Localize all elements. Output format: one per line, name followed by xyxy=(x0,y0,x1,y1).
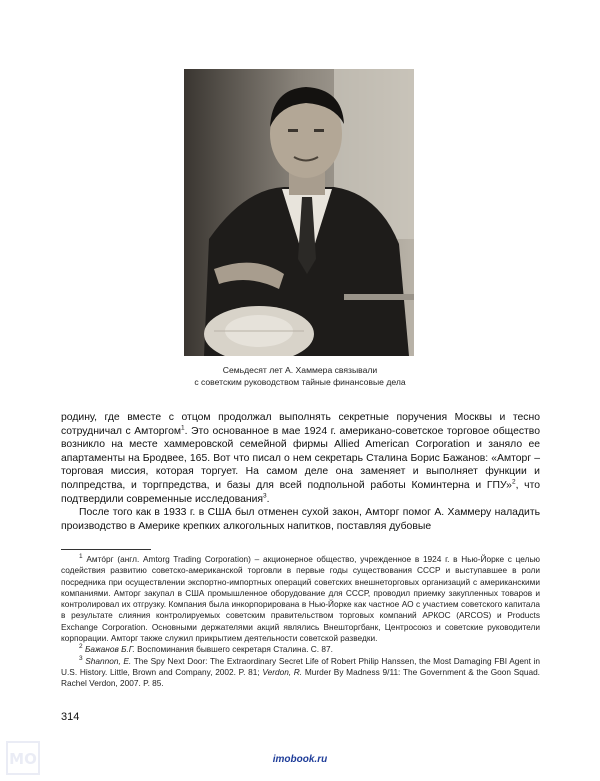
footnote-divider xyxy=(61,549,151,550)
page-number: 314 xyxy=(61,711,80,723)
footnote-ref-2[interactable]: 2 xyxy=(511,478,516,486)
footnote-1: $^1$ Амтóрг (англ. Amtorg Trading Corporation) – акционерное общество, учрежденное в 1924 г. в Нью-Йорке с целью содействия развитию советско-американской торговли в первые годы существования СССР и выступавшее в роли посредника при осуществлении экспортно-импортных операций советских внешнеторговых организаций с американскими компаниями. Амторг закупал в США промышленное оборудование для СССР, проводил приемку закупленных товаров и контролировал их отгрузку. Компания была инкорпорирована в Нью-Йорке как частное АО с участием советского капитала в результате слияния контролируемых советским правительством торговых компаний АРКОС (ARCOS) и Products Exchange Corporation. Основными держателями акций являлись Внешторгбанк, Центросоюз и советские руководители корпорации. Амторг также служил прикрытием деятельности советской разведки. xyxy=(61,553,541,644)
footnote-ref-3[interactable]: 3 xyxy=(263,492,267,500)
main-text xyxy=(61,411,540,533)
paragraph-1: родину, где вместе с отцом продолжал выполнять секретные поручения Москвы и тесно сотрудничал с Амторгом$^1$. Это основанное в мае 1924 г. американо-советское торговое общество возникло на месте хаммеровской семейной фирмы Allied American Corporation и заняло ее апартаменты на Бродвее, 165. Вот что писал о нем секретарь Сталина Борис Бажанов: «Амторг – торговая миссия, которая торгует. На самом деле она заменяет и выполняет функции и полпредства, и торгпредства, и базы для всей подпольной работы Коминтерна и ГПУ»$^2$, что подтвердили современные исследования$^3$. xyxy=(61,412,541,505)
caption-line-2: с советским руководством тайные финансовые дела xyxy=(194,377,406,387)
footnotes xyxy=(61,554,540,690)
footnote-ref-1[interactable]: 1 xyxy=(181,424,185,432)
footnote-3: $^3$ Shannon, E. The Spy Next Door: The Extraordinary Secret Life of Robert Philip Hanssen, the Most Damaging FBI Agent in U.S. History. Little, Brown and Company, 2002. P. 81; Verdon, R. Murder By Madness 9/11: The Government & the Goon Squad. Rachel Verdon, 2007. P. 85. xyxy=(61,654,541,689)
site-link[interactable]: imobook.ru xyxy=(272,754,328,765)
portrait-photo xyxy=(184,69,414,356)
photo-caption xyxy=(120,364,480,388)
caption-line-1: Семьдесят лет А. Хаммера связывали xyxy=(222,365,378,375)
svg-text:MO: MO xyxy=(9,750,37,768)
footnote-2: $^2$ Бажанов Б.Г. Воспоминания бывшего секретаря Сталина. С. 87. xyxy=(79,643,333,655)
paragraph-2: После того как в 1933 г. в США был отменен сухой закон, Амторг помог А. Хаммеру наладить производство в Америке крепких алкогольных напитков, поставляя дубовые xyxy=(61,507,540,532)
